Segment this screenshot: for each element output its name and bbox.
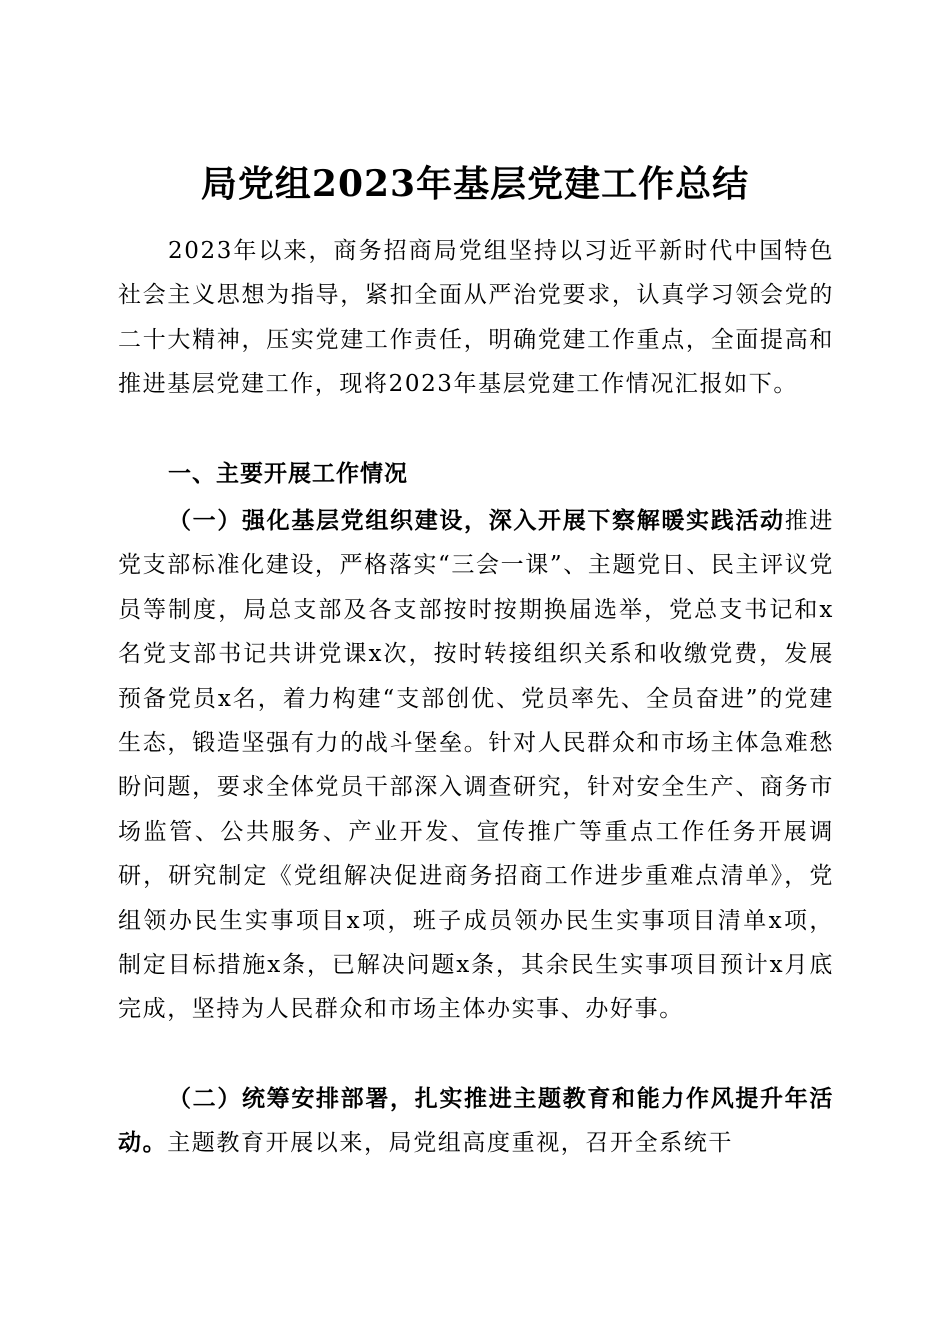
item-1-lead: （一）强化基层党组织建设，深入开展下察解暖实践活动 xyxy=(168,507,785,534)
item-1-body: 推进党支部标准化建设，严格落实“三会一课”、主题党日、民主评议党员等制度，局总支部及各支部按时按期换届选举，党总支书记和x名党支部书记共讲党课x次，按时转接组织关系和收缴党费，发展预备党员x名，着力构建“支部创优、党员率先、全员奋进”的党建生态，锻造坚强有力的战斗堡垒。针对人民群众和市场主体急难愁盼问题，要求全体党员干部深入调查研究，针对安全生产、商务市场监管、公共服务、产业开发、宣传推广等重点工作任务开展调研，研究制定《党组解决促进商务招商工作进步重难点清单》，党组领办民生实事项目x项，班子成员领办民生实事项目清单x项，制定目标措施x条，已解决问题x条，其余民生实事项目预计x月底完成，坚持为人民群众和市场主体办实事、办好事。 xyxy=(118,508,835,1023)
section-heading-main-work: 一、主要开展工作情况 xyxy=(168,461,408,487)
paragraph-item-2 xyxy=(118,1077,834,1166)
intro-paragraph: 2023年以来，商务招商局党组坚持以习近平新时代中国特色社会主义思想为指导，紧扣全面从严治党要求，认真学习领会党的二十大精神，压实党建工作责任，明确党建工作重点，全面提高和推进基层党建工作，现将2023年基层党建工作情况汇报如下。 xyxy=(118,238,834,398)
item-2-lead: （二）统筹安排部署，扎实推进主题教育和能力作风提升年活动。 xyxy=(118,1085,834,1157)
document-title: 局党组2023年基层党建工作总结 xyxy=(200,163,750,206)
item-2-body: 主题教育开展以来，局党组高度重视，召开全系统干 xyxy=(167,1130,734,1157)
paragraph-item-1 xyxy=(118,499,834,1032)
